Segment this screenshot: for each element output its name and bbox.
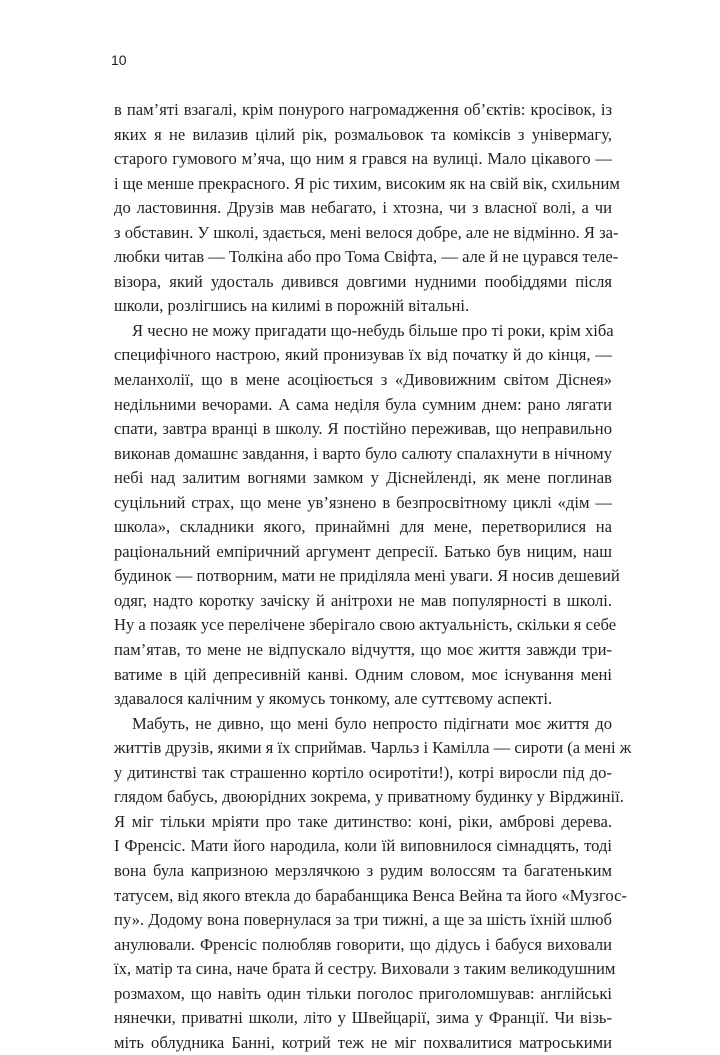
text-line: їх, матір та сина, наче брата й сестру. Виховали з таким великодушним [114, 959, 616, 979]
text-line: анулювали. Френсіс полюбляв говорити, що дідусь і бабуся виховали [114, 934, 612, 954]
text-line: Я міг тільки мріяти про таке дитинство: коні, ріки, амброві дерева. [114, 811, 612, 831]
text-line: пам’ятав, то мене не відпускало відчуття, що моє життя завжди три- [114, 640, 612, 660]
text-line: яких я не вилазив цілий рік, розмальовок та коміксів з універмагу, [114, 124, 612, 144]
text-line: Я чесно не можу пригадати що-небудь більше про ті роки, крім хіба [132, 320, 614, 340]
text-line: з обставин. У школі, здається, мені велося добре, але не відмінно. Я за- [114, 222, 619, 242]
paragraph-1 [114, 98, 620, 319]
text-line: суцільний страх, що мене ув’язнено в безпросвітному циклі «дім — [114, 492, 612, 512]
text-line: вона була капризною мерзлячкою з рудим волоссям та багатеньким [114, 860, 612, 880]
text-line: розмахом, що навіть один тільки поголос приголомшував: англійські [114, 983, 612, 1003]
text-line: пу». Додому вона повернулася за три тижні, а ще за шість їхній шлюб [114, 910, 612, 930]
text-line: будинок — потворним, мати не приділяла мені уваги. Я носив дешевий [114, 566, 620, 586]
paragraph-3 [114, 712, 632, 1055]
text-line: татусем, від якого втекла до барабанщика Венса Вейна та його «Музгос- [114, 885, 627, 905]
text-line: одяг, надто коротку зачіску й анітрохи не мав популярності в школі. [114, 590, 612, 610]
page-number: 10 [111, 52, 127, 68]
body-text [114, 98, 632, 1055]
paragraph-2 [114, 319, 620, 712]
text-line: життів друзів, якими я їх сприймав. Чарльз і Камілла — сироти (а мені ж [114, 738, 632, 758]
text-line: здавалося калічним у якомусь тонкому, але суттєвому аспекті. [114, 689, 553, 709]
text-line: до ластовиння. Друзів мав небагато, і хтозна, чи з власної волі, а чи [114, 198, 612, 218]
text-line: у дитинстві так страшенно кортіло осиротіти!), котрі виросли під до- [114, 762, 612, 782]
text-line: виконав домашнє завдання, і варто було салюту спалахнути в нічному [114, 443, 612, 463]
text-line: спати, завтра вранці в школу. Я постійно переживав, що неправильно [114, 419, 612, 439]
text-line: школа», складники якого, принаймні для мене, перетворилися на [114, 517, 612, 537]
text-line: меланхолії, що в мене асоціюється з «Дивовижним світом Діснея» [114, 370, 612, 390]
text-line: Ну а позаяк усе перелічене зберігало свою актуальність, скільки я себе [114, 615, 617, 635]
text-line: І Френсіс. Мати його народила, коли їй виповнилося сімнадцять, тоді [114, 836, 612, 856]
text-line: Мабуть, не дивно, що мені було непросто підігнати моє життя до [132, 713, 612, 733]
text-line: ватиме в цій депресивній канві. Одним словом, моє існування мені [114, 664, 612, 684]
text-line: міть облудника Банні, котрий теж не міг похвалитися матроськими [114, 1032, 612, 1052]
text-line: нянечки, приватні школи, літо у Швейцарії, зима у Франції. Чи візь- [114, 1008, 612, 1028]
text-line: і ще менше прекрасного. Я ріс тихим, високим як на свій вік, схильним [114, 173, 620, 193]
text-line: недільними вечорами. А сама неділя була сумним днем: рано лягати [114, 394, 612, 414]
text-line: глядом бабусь, двоюрідних зокрема, у приватному будинку у Вірджинії. [114, 787, 624, 807]
text-line: любки читав — Толкіна або про Тома Свіфта, — але й не цурався теле- [114, 247, 619, 267]
text-line: візора, який удосталь дивився довгими нудними пообіддями після [114, 271, 612, 291]
text-line: раціональний емпіричний аргумент депресії. Батько був ницим, наш [114, 541, 612, 561]
text-line: в пам’яті взагалі, крім понурого нагромадження об’єктів: кросівок, із [114, 100, 612, 119]
text-line: небі над залитим вогнями замком у Діснейленді, як мене поглинав [114, 468, 612, 488]
text-line: школи, розлігшись на килимі в порожній вітальні. [114, 296, 470, 316]
text-line: специфічного настрою, який пронизував їх від початку й до кінця, — [114, 345, 612, 365]
text-line: старого гумового м’яча, що ним я грався на вулиці. Мало цікавого — [114, 149, 612, 169]
